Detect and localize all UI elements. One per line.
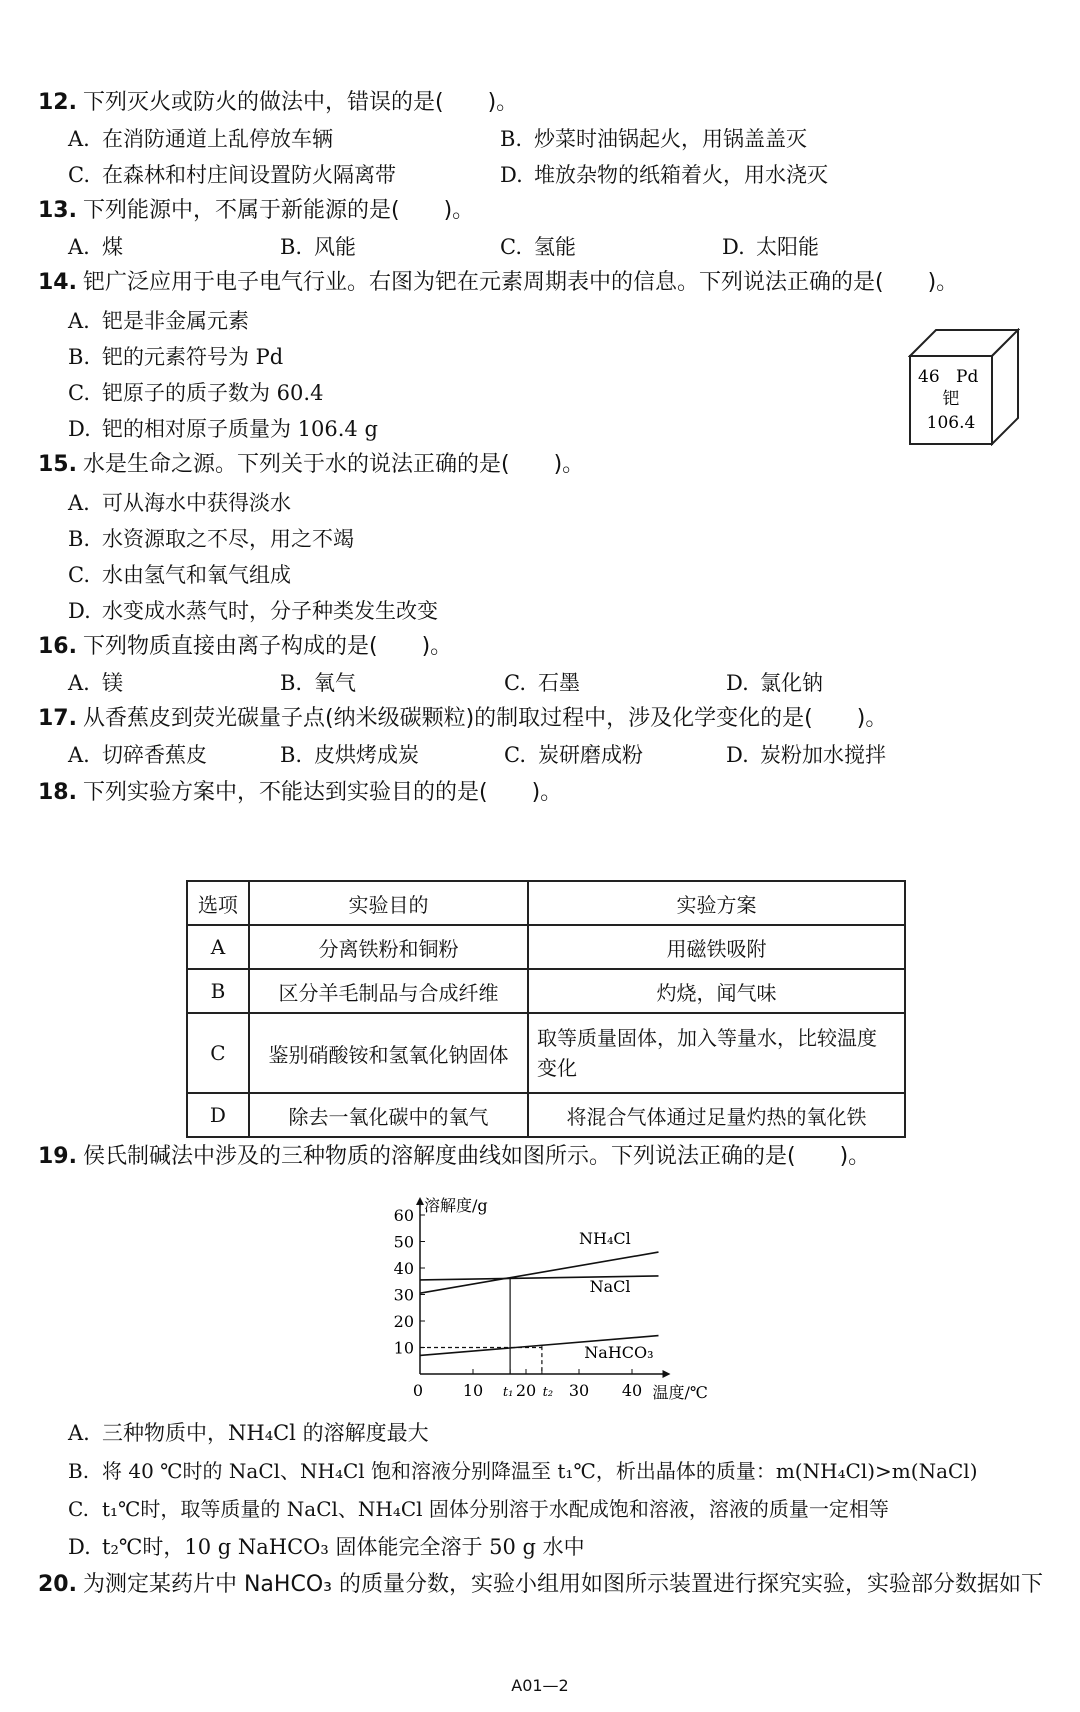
y-tick-label: 50 — [393, 1232, 414, 1252]
palladium-element-box — [908, 328, 1020, 446]
q14-option-a: A. 钯是非金属元素 — [68, 309, 249, 333]
element-symbol: Pd — [956, 367, 979, 387]
q17-option-a: A. 切碎香蕉皮 — [68, 743, 207, 767]
y-tick-label: 40 — [393, 1259, 414, 1278]
q17-option-b: B. 皮烘烤成炭 — [280, 743, 419, 767]
y-tick-label: 30 — [393, 1285, 414, 1305]
q20-stem: 20. 为测定某药片中 NaHCO₃ 的质量分数，实验小组用如图所示装置进行探究实验，实验部分数据如下 — [38, 1572, 1043, 1597]
chart-labels — [424, 1196, 708, 1402]
element-name: 钯 — [942, 389, 960, 409]
table-cell: 区分羊毛制品与合成纤维 — [249, 969, 528, 1013]
element-number: 46 — [918, 367, 940, 387]
x-tick-label: t₂ — [542, 1385, 554, 1400]
y-axis-label: 溶解度/g — [424, 1196, 488, 1215]
y-axis-arrow — [416, 1197, 424, 1205]
table-cell: 分离铁粉和铜粉 — [249, 925, 528, 969]
q12-stem: 12. 下列灭火或防火的做法中，错误的是( )。 — [38, 90, 519, 115]
q16-option-d: D. 氯化钠 — [726, 671, 823, 695]
q17-option-c: C. 炭研磨成粉 — [504, 743, 643, 767]
table-header-cell: 实验方案 — [528, 881, 905, 925]
q13-option-a: A. 煤 — [68, 235, 123, 259]
q13-option-c: C. 氢能 — [500, 235, 576, 259]
q16-option-c: C. 石墨 — [504, 671, 580, 695]
page-footer: A01—2 — [511, 1676, 569, 1695]
experiment-table — [186, 880, 906, 1138]
q12-option-c: C. 在森林和村庄间设置防火隔离带 — [68, 163, 396, 187]
q12-option-a: A. 在消防通道上乱停放车辆 — [68, 127, 333, 151]
table-cell: 灼烧，闻气味 — [528, 969, 905, 1013]
table-cell: A — [187, 925, 249, 969]
table-row — [187, 969, 905, 1013]
q13-stem: 13. 下列能源中，不属于新能源的是( )。 — [38, 198, 475, 223]
x-tick-label: 20 — [515, 1381, 537, 1400]
series-label: NH₄Cl — [579, 1229, 631, 1249]
table-cell: 除去一氧化碳中的氧气 — [249, 1093, 528, 1137]
q15-option-b: B. 水资源取之不尽，用之不竭 — [68, 527, 354, 551]
q13-option-b: B. 风能 — [280, 235, 356, 259]
table-row — [187, 1093, 905, 1137]
table-cell: 取等质量固体，加入等量水，比较温度变化 — [528, 1013, 905, 1093]
x-axis-arrow — [663, 1370, 671, 1378]
q19-option-a: A. 三种物质中，NH₄Cl 的溶解度最大 — [68, 1421, 429, 1445]
y-tick-label: 20 — [393, 1312, 414, 1331]
x-axis-label: 温度/℃ — [652, 1383, 708, 1402]
q19-option-b: B. 将 40 ℃时的 NaCl、NH₄Cl 饱和溶液分别降温至 t₁℃，析出晶体的质量：m(NH₄Cl)>m(NaCl) — [68, 1459, 978, 1483]
table-cell: D — [187, 1093, 249, 1137]
table-cell: 用磁铁吸附 — [528, 925, 905, 969]
q16-option-a: A. 镁 — [68, 671, 123, 695]
x-tick-label: t₁ — [502, 1385, 514, 1400]
q12-option-d: D. 堆放杂物的纸箱着火，用水浇灭 — [500, 163, 828, 187]
element-mass: 106.4 — [926, 413, 976, 433]
q13-option-d: D. 太阳能 — [722, 235, 819, 259]
table-header-cell: 实验目的 — [249, 881, 528, 925]
q16-stem: 16. 下列物质直接由离子构成的是( )。 — [38, 634, 453, 659]
q14-option-c: C. 钯原子的质子数为 60.4 — [68, 381, 324, 405]
q18-stem: 18. 下列实验方案中，不能达到实验目的的是( )。 — [38, 780, 563, 805]
x-tick-label: 30 — [568, 1381, 590, 1400]
table-row — [187, 1013, 905, 1093]
q17-stem: 17. 从香蕉皮到荧光碳量子点(纳米级碳颗粒)的制取过程中，涉及化学变化的是( )。 — [38, 706, 888, 731]
q15-stem: 15. 水是生命之源。下列关于水的说法正确的是( )。 — [38, 452, 585, 477]
q15-option-d: D. 水变成水蒸气时，分子种类发生改变 — [68, 599, 438, 623]
table-header-row — [187, 881, 905, 925]
y-tick-label: 60 — [393, 1206, 414, 1225]
x-tick-label: 40 — [621, 1381, 643, 1400]
table-row — [187, 925, 905, 969]
q19-stem: 19. 侯氏制碱法中涉及的三种物质的溶解度曲线如图所示。下列说法正确的是( )。 — [38, 1144, 871, 1169]
table-cell: 鉴别硝酸铵和氢氧化钠固体 — [249, 1013, 528, 1093]
x-tick-label: 0 — [412, 1381, 424, 1400]
q15-option-a: A. 可从海水中获得淡水 — [68, 491, 291, 515]
q12-option-b: B. 炒菜时油锅起火，用锅盖盖灭 — [500, 127, 807, 151]
solubility-chart — [380, 1178, 710, 1406]
table-cell: B — [187, 969, 249, 1013]
q14-option-b: B. 钯的元素符号为 Pd — [68, 345, 284, 369]
q14-option-d: D. 钯的相对原子质量为 106.4 g — [68, 417, 378, 441]
table-cell: C — [187, 1013, 249, 1093]
q19-option-c: C. t₁℃时，取等质量的 NaCl、NH₄Cl 固体分别溶于水配成饱和溶液，溶液的质量一定相等 — [68, 1497, 889, 1521]
series-label: NaCl — [589, 1276, 631, 1296]
q19-option-d: D. t₂℃时，10 g NaHCO₃ 固体能完全溶于 50 g 水中 — [68, 1535, 585, 1559]
q16-option-b: B. 氧气 — [280, 671, 356, 695]
q14-stem: 14. 钯广泛应用于电子电气行业。右图为钯在元素周期表中的信息。下列说法正确的是( )。 — [38, 270, 959, 295]
q15-option-c: C. 水由氢气和氧气组成 — [68, 563, 291, 587]
x-tick-label: 10 — [462, 1381, 484, 1400]
table-cell: 将混合气体通过足量灼热的氧化铁 — [528, 1093, 905, 1137]
y-tick-label: 10 — [393, 1338, 414, 1358]
series-label: NaHCO₃ — [584, 1343, 654, 1363]
table-header-cell: 选项 — [187, 881, 249, 925]
q17-option-d: D. 炭粉加水搅拌 — [726, 743, 886, 767]
